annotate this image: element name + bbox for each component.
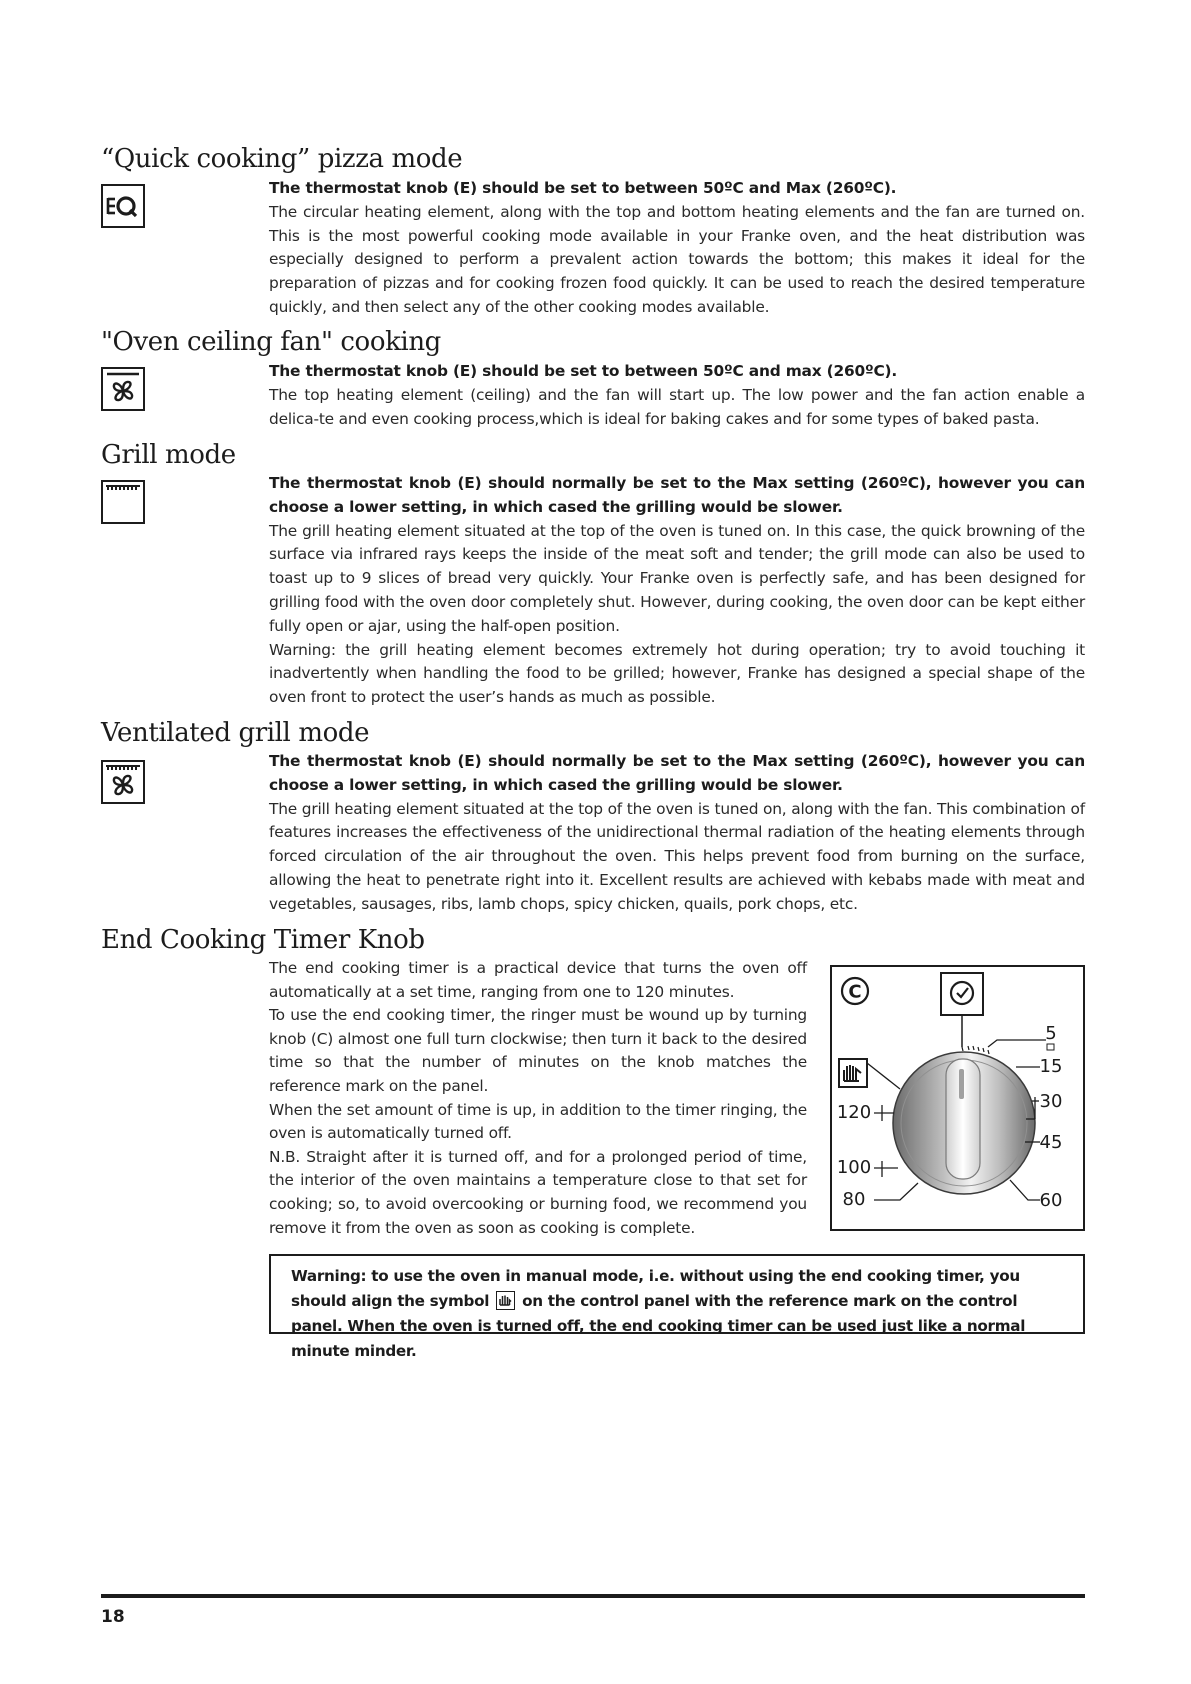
ventilated-grill-lead: The thermostat knob (E) should normally be set to the Max setting (260ºC), however you can choose a lower setting, in which cased the grilling would be slower. (269, 752, 1085, 794)
timer-paragraph-3: When the set amount of time is up, in addition to the timer ringing, the oven is automatically turned off. (269, 1100, 807, 1143)
warning-text-part-2: on the control panel with the reference mark on the control panel. When the oven is turned off, the end cooking timer can be used just like a normal minute minder. (291, 1292, 1026, 1360)
timer-knob-diagram (830, 965, 1085, 1231)
scale-label-30: 30 (1039, 1091, 1063, 1112)
grill-mode-warning: Warning: the grill heating element becomes extremely hot during operation; try to avoid touching it inadvertently when handling the food to be grilled; however, Franke has designed a special shape of the oven front to protect the user’s hands as much as possible. (269, 640, 1085, 707)
ceiling-fan-icon (101, 367, 145, 411)
pizza-mode-heading: “Quick cooking” pizza mode (101, 144, 463, 174)
scale-label-15: 15 (1039, 1056, 1063, 1077)
scale-label-5: 5 (1045, 1023, 1057, 1044)
manual-mode-warning (269, 1254, 1085, 1360)
ceiling-fan-body: The top heating element (ceiling) and the fan will start up. The low power and the fan action enable a delica-te and even cooking process,which is ideal for baking cakes and for some types of baked pasta. (269, 385, 1085, 428)
ceiling-fan-heading: "Oven ceiling fan" cooking (101, 327, 441, 357)
timer-paragraph-4: N.B. Straight after it is turned off, and for a prolonged period of time, the interior of the oven maintains a temperature close to that set for cooking; so, to avoid overcooking or burning food, we recommend you remove it from the oven as soon as cooking is complete. (269, 1147, 807, 1237)
knob-letter-badge (842, 978, 868, 1004)
pizza-mode-icon (101, 184, 145, 228)
ventilated-grill-text (269, 750, 1085, 917)
timer-clock-icon (941, 973, 983, 1047)
timer-heading: End Cooking Timer Knob (101, 925, 425, 955)
pizza-mode-text (269, 177, 1085, 320)
scale-label-100: 100 (836, 1157, 872, 1178)
timer-paragraph-1: The end cooking timer is a practical device that turns the oven off automatically at a set time, ranging from one to 120 minutes. (269, 959, 807, 1001)
manual-hand-icon (496, 1291, 515, 1310)
ventilated-grill-body: The grill heating element situated at the top of the oven is tuned on, along with the fan. This combination of features increases the effectiveness of the unidirectional thermal radiation of the heating elements through forced circulation of the air throughout the oven. This helps prevent food from burning on the surface, allowing the heat to penetrate right into it. Excellent results are achieved with kebabs made with meat and vegetables, sausages, ribs, lamb chops, spicy chicken, quails, pork chops, etc. (269, 799, 1085, 913)
timer-paragraph-2: To use the end cooking timer, the ringer must be wound up by turning knob (C) almost one full turn clockwise; then turn it back to the desired time so that the number of minutes on the knob matches the reference mark on the panel. (269, 1006, 807, 1095)
footer-rule (101, 1594, 1085, 1598)
timer-text (269, 957, 807, 1240)
grill-icon (101, 480, 145, 524)
scale-label-45: 45 (1039, 1132, 1063, 1153)
scale-label-80: 80 (842, 1189, 866, 1210)
pizza-mode-lead: The thermostat knob (E) should be set to between 50ºC and Max (260ºC). (269, 179, 897, 197)
scale-label-120: 120 (836, 1102, 872, 1123)
ceiling-fan-text (269, 360, 1085, 431)
manual-hand-icon (839, 1059, 900, 1089)
ceiling-fan-lead: The thermostat knob (E) should be set to between 50ºC and max (260ºC). (269, 362, 898, 380)
grill-mode-body: The grill heating element situated at the top of the oven is tuned on. In this case, the quick browning of the surface via infrared rays keeps the inside of the meat soft and tender; the grill mode can also be used to toast up to 9 slices of bread very quickly. Your Franke oven is perfectly safe, and has been designed for grilling food with the oven door completely shut. However, during cooking, the oven door can be kept either fully open or ajar, using the half-open position. (269, 521, 1085, 635)
grill-mode-heading: Grill mode (101, 440, 236, 470)
grill-mode-text (269, 472, 1085, 710)
warning-text-part-1: Warning: to use the oven in manual mode, i.e. without using the end cooking timer, you should align the symbol (291, 1267, 1020, 1310)
knob-reference-mark (959, 1069, 964, 1099)
page-number: 18 (101, 1607, 125, 1627)
ventilated-grill-heading: Ventilated grill mode (101, 718, 370, 748)
ventilated-grill-icon (101, 760, 145, 804)
scale-label-60: 60 (1039, 1190, 1063, 1211)
grill-mode-lead: The thermostat knob (E) should normally be set to the Max setting (260ºC), however you can choose a lower setting, in which cased the grilling would be slower. (269, 474, 1085, 516)
knob-letter: C (848, 981, 862, 1003)
pizza-mode-body: The circular heating element, along with the top and bottom heating elements and the fan are turned on. This is the most powerful cooking mode available in your Franke oven, and the heat distribution was especially designed to perform a prevalent action towards the bottom; this makes it ideal for the preparation of pizzas and for cooking frozen food quickly. It can be used to reach the desired temperature quickly, and then select any of the other cooking modes available. (269, 202, 1085, 316)
